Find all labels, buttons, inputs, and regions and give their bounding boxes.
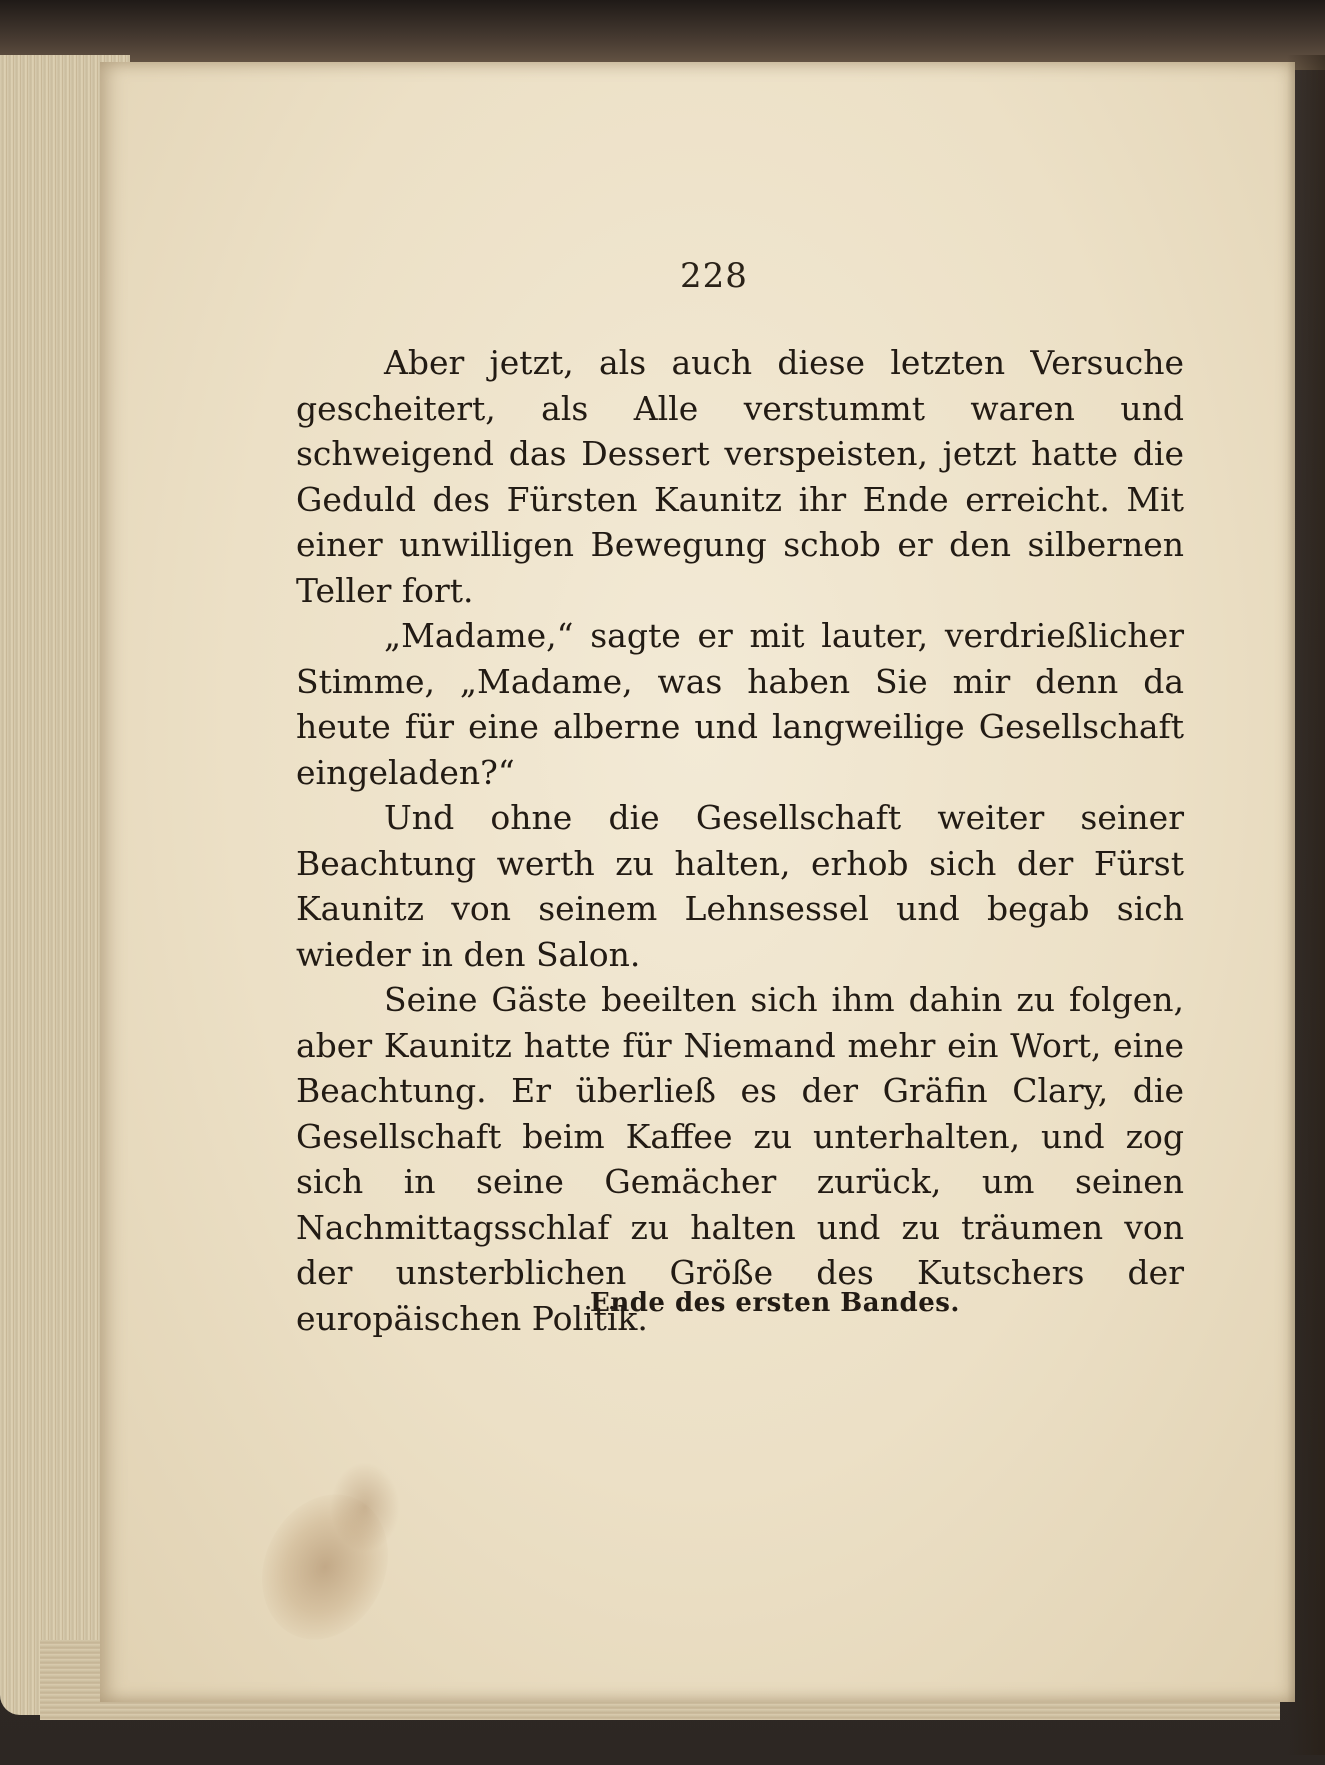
paragraph: „Madame,“ sagte er mit lauter, verdrießlicher Stimme, „Madame, was haben Sie mir denn da heute für eine alberne und langweilige Gesellschaft eingeladen?“ — [296, 616, 1184, 792]
paragraph: Aber jetzt, als auch diese letzten Versuche gescheitert, als Alle verstummt waren und schweigend das Dessert verspeisten, jetzt hatte die Geduld des Fürsten Kaunitz ihr Ende erreicht. Mit einer unwilligen Bewegung schob er den silbernen Teller fort. — [296, 343, 1184, 610]
page-stain — [330, 1462, 400, 1552]
body-text — [296, 340, 1184, 1341]
page-shadow — [1287, 55, 1325, 1755]
page-number: 228 — [680, 256, 748, 296]
paragraph: Und ohne die Gesellschaft weiter seiner Beachtung werth zu halten, erhob sich der Fürst Kaunitz von seinem Lehnsessel und begab sich wieder in den Salon. — [296, 798, 1184, 974]
book-cover-edge — [0, 0, 1325, 70]
end-of-volume-note: Ende des ersten Bandes. — [590, 1288, 960, 1318]
paragraph: Seine Gäste beeilten sich ihm dahin zu folgen, aber Kaunitz hatte für Niemand mehr ein Wort, eine Beachtung. Er überließ es der Gräfin Clary, die Gesellschaft beim Kaffee zu unterhalten, und zog sich in seine Gemächer zurück, um seinen Nachmittagsschlaf zu halten und zu träumen von der unsterblichen Größe des Kutschers der europäischen Politik. — [296, 980, 1184, 1338]
